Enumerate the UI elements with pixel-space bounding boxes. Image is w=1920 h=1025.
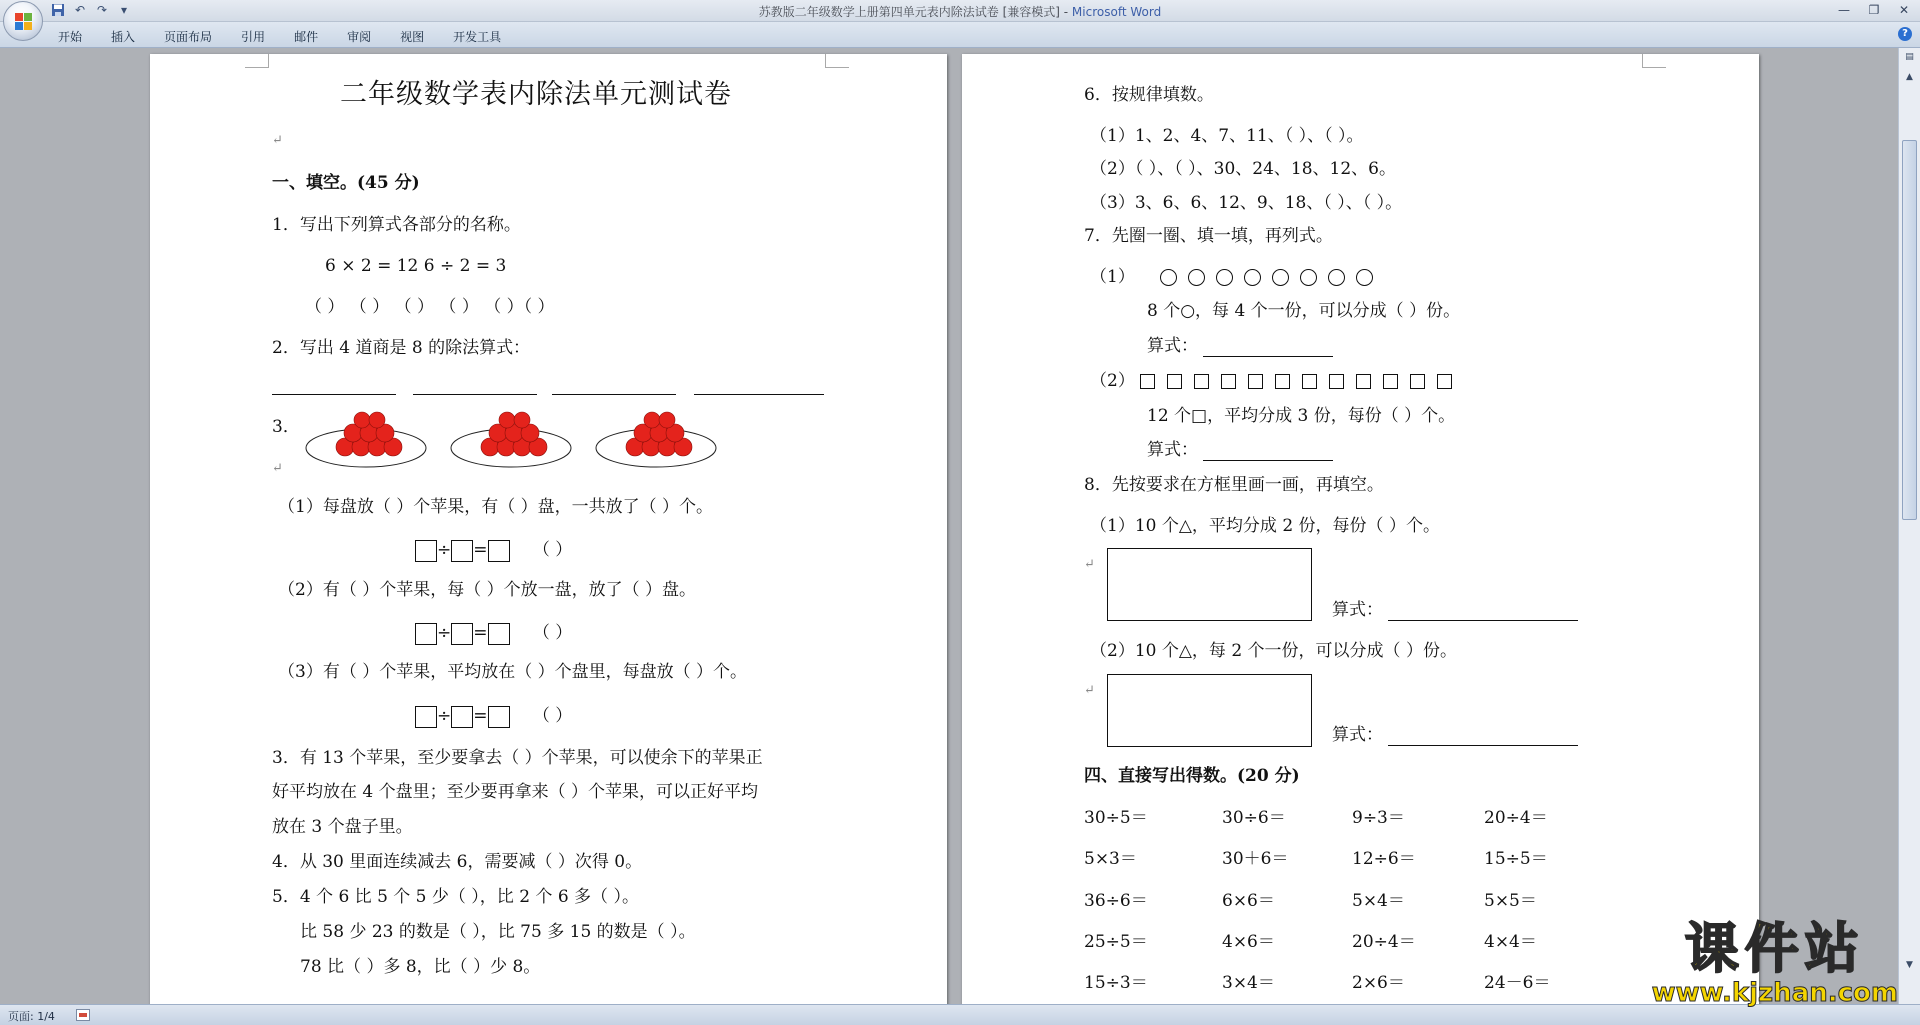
document-heading: 二年级数学表内除法单元测试卷 — [340, 79, 732, 110]
division-equation-boxes: ÷ = （ ） — [415, 705, 572, 728]
question-4-line-2: 好平均放在 4 个盘里；至少要再拿来（ ）个苹果，可以正好平均 — [272, 782, 759, 802]
question-6-2: （2）（ ）、（ ）、30、24、18、12、6。 — [1090, 159, 1396, 179]
calc-item: 15÷3＝ — [1084, 973, 1148, 993]
watermark-logo — [1652, 919, 1898, 1007]
answer-line — [413, 394, 537, 395]
question-6-3: （3）3、6、6、12、9、18、（ ）、（ ）。 — [1090, 193, 1403, 213]
calc-item: 15÷5＝ — [1484, 849, 1548, 869]
circle-icon — [1272, 269, 1289, 286]
document-title: 苏教版二年级数学上册第四单元表内除法试卷 [兼容模式] - — [758, 5, 1072, 19]
question-6-line-1: 5．4 个 6 比 5 个 5 少（ ），比 2 个 6 多（ ）。 — [272, 887, 639, 907]
square-icon — [1275, 374, 1290, 389]
ruler-toggle-icon[interactable]: ▤ — [1905, 52, 1914, 62]
question-4-line-3: 放在 3 个盘子里。 — [272, 817, 413, 837]
calc-item: 30＋6＝ — [1222, 849, 1289, 869]
apple-plate-image — [450, 428, 572, 474]
tab-insert[interactable]: 插入 — [111, 30, 136, 44]
crop-mark — [1642, 54, 1666, 68]
question-3-3: （3）有（ ）个苹果，平均放在（ ）个盘里，每盘放（ ）个。 — [278, 662, 748, 682]
calc-item: 3×4＝ — [1222, 973, 1275, 993]
formula-label: 算式： — [1332, 725, 1383, 745]
paragraph-mark: ↵ — [1084, 683, 1095, 698]
circle-row — [1160, 267, 1384, 287]
apple-plate-image — [595, 428, 717, 474]
question-7-1-text: 8 个○，每 4 个一份，可以分成（ ）份。 — [1147, 301, 1461, 321]
answer-line — [1203, 356, 1333, 357]
watermark-title: 课件站 — [1684, 917, 1865, 980]
square-icon — [1167, 374, 1182, 389]
question-6-line-2: 比 58 少 23 的数是（ ），比 75 多 15 的数是（ ）。 — [300, 922, 696, 942]
scrollbar-thumb[interactable] — [1902, 140, 1917, 520]
question-5: 4．从 30 里面连续减去 6，需要减（ ）次得 0。 — [272, 852, 643, 872]
square-icon — [1248, 374, 1263, 389]
document-page-1[interactable] — [150, 54, 947, 1004]
answer-line — [694, 394, 824, 395]
tab-developer[interactable]: 开发工具 — [453, 30, 502, 44]
scroll-down-icon[interactable]: ▼ — [1906, 960, 1913, 970]
square-icon — [1410, 374, 1425, 389]
tab-page-layout[interactable]: 页面布局 — [164, 30, 213, 44]
calc-item: 5×4＝ — [1352, 891, 1405, 911]
ribbon-tabs — [58, 28, 530, 45]
formula-label: 算式： — [1147, 440, 1198, 460]
answer-box[interactable] — [451, 540, 473, 562]
question-6-1: （1）1、2、4、7、11、（ ）、（ ）。 — [1090, 126, 1364, 146]
calc-item: 12÷6＝ — [1352, 849, 1416, 869]
square-icon — [1437, 374, 1452, 389]
answer-box[interactable] — [488, 706, 510, 728]
apple-plate-image — [305, 428, 427, 474]
circle-icon — [1356, 269, 1373, 286]
square-icon — [1140, 374, 1155, 389]
division-equation-boxes: ÷ = （ ） — [415, 622, 572, 645]
calc-item: 4×4＝ — [1484, 932, 1537, 952]
answer-box[interactable] — [488, 540, 510, 562]
proofing-icon[interactable] — [76, 1009, 90, 1021]
page-count[interactable]: 页面: 1/4 — [8, 1010, 55, 1023]
calc-item: 20÷4＝ — [1352, 932, 1416, 952]
answer-line — [552, 394, 676, 395]
answer-line — [1203, 460, 1333, 461]
square-icon — [1194, 374, 1209, 389]
square-row — [1140, 371, 1464, 391]
paragraph-mark: ↵ — [272, 461, 283, 476]
square-icon — [1356, 374, 1371, 389]
circle-icon — [1328, 269, 1345, 286]
circle-icon — [1244, 269, 1261, 286]
customize-qat-icon[interactable]: ▾ — [120, 3, 128, 17]
question-3-1: （1）每盘放（ ）个苹果，有（ ）盘，一共放了（ ）个。 — [278, 497, 714, 517]
section-heading-fill-blanks: 一、填空。(45 分) — [272, 173, 420, 193]
question-1: 1．写出下列算式各部分的名称。 — [272, 215, 521, 235]
section-heading-mental-math: 四、直接写出得数。(20 分) — [1084, 766, 1300, 786]
drawing-box[interactable] — [1107, 548, 1312, 621]
question-8: 8．先按要求在方框里画一画，再填空。 — [1084, 475, 1384, 495]
calc-item: 30÷6＝ — [1222, 808, 1286, 828]
square-icon — [1329, 374, 1344, 389]
circle-icon — [1160, 269, 1177, 286]
vertical-scrollbar[interactable] — [1898, 48, 1920, 1004]
question-1-blanks: （ ） （ ） （ ） （ ） （ ）（ ） — [305, 297, 555, 317]
ribbon — [0, 22, 1920, 48]
calc-item: 2×6＝ — [1352, 973, 1405, 993]
question-7-1-label: （1） — [1090, 266, 1384, 288]
app-name: Microsoft Word — [1071, 5, 1162, 19]
calc-item: 25÷5＝ — [1084, 932, 1148, 952]
redo-icon[interactable]: ↷ — [96, 3, 108, 17]
question-6-line-3: 78 比（ ）多 8，比（ ）少 8。 — [300, 957, 541, 977]
calc-item: 9÷3＝ — [1352, 808, 1405, 828]
calc-item: 20÷4＝ — [1484, 808, 1548, 828]
calc-item: 6×6＝ — [1222, 891, 1275, 911]
title-bar — [0, 0, 1920, 22]
crop-mark — [825, 54, 849, 68]
question-7-2-text: 12 个□，平均分成 3 份，每份（ ）个。 — [1147, 406, 1456, 426]
answer-box[interactable] — [415, 623, 437, 645]
answer-box[interactable] — [451, 623, 473, 645]
question-3-2: （2）有（ ）个苹果，每（ ）个放一盘，放了（ ）盘。 — [278, 580, 697, 600]
calc-item: 5×5＝ — [1484, 891, 1537, 911]
square-icon — [1302, 374, 1317, 389]
calc-item: 24－6＝ — [1484, 973, 1551, 993]
circle-icon — [1216, 269, 1233, 286]
paragraph-mark: ↵ — [272, 133, 283, 148]
question-3-label: 3． — [272, 417, 300, 437]
paragraph-mark: ↵ — [1084, 557, 1095, 572]
division-equation-boxes: ÷ = （ ） — [415, 539, 572, 562]
square-icon — [1383, 374, 1398, 389]
question-1-equations: 6 × 2 = 12 6 ÷ 2 = 3 — [325, 256, 507, 276]
calc-item: 5×3＝ — [1084, 849, 1137, 869]
circle-icon — [1188, 269, 1205, 286]
question-4-line-1: 3．有 13 个苹果，至少要拿去（ ）个苹果，可以使余下的苹果正 — [272, 748, 763, 768]
calc-item: 4×6＝ — [1222, 932, 1275, 952]
question-8-2: （2）10 个△，每 2 个一份，可以分成（ ）份。 — [1090, 641, 1457, 661]
drawing-box[interactable] — [1107, 674, 1312, 747]
answer-box[interactable] — [415, 540, 437, 562]
question-6: 6．按规律填数。 — [1084, 85, 1214, 105]
formula-label: 算式： — [1147, 336, 1198, 356]
square-icon — [1221, 374, 1236, 389]
window-title — [0, 3, 1920, 20]
tab-view[interactable]: 视图 — [400, 30, 425, 44]
minimize-icon[interactable]: — — [1838, 3, 1850, 17]
document-page-2[interactable] — [962, 54, 1759, 1004]
close-icon[interactable]: ✕ — [1898, 3, 1910, 17]
question-7-2-label: （2） — [1090, 370, 1464, 392]
tab-home[interactable]: 开始 — [58, 30, 83, 44]
answer-box[interactable] — [451, 706, 473, 728]
tab-mailings[interactable]: 邮件 — [294, 30, 319, 44]
office-button[interactable] — [3, 1, 43, 41]
answer-box[interactable] — [415, 706, 437, 728]
formula-label: 算式： — [1332, 600, 1383, 620]
question-2: 2．写出 4 道商是 8 的除法算式： — [272, 338, 531, 358]
document-workspace[interactable] — [0, 48, 1898, 1004]
question-8-1: （1）10 个△，平均分成 2 份，每份（ ）个。 — [1090, 516, 1440, 536]
circle-icon — [1300, 269, 1317, 286]
calc-item: 30÷5＝ — [1084, 808, 1148, 828]
answer-line — [272, 394, 396, 395]
window-controls — [1834, 1, 1914, 19]
question-7: 7．先圈一圈、填一填，再列式。 — [1084, 226, 1333, 246]
answer-line — [1388, 620, 1578, 621]
answer-box[interactable] — [488, 623, 510, 645]
scroll-up-icon[interactable]: ▲ — [1906, 72, 1913, 82]
status-bar — [0, 1004, 1920, 1025]
office-logo-icon — [15, 13, 33, 31]
tab-review[interactable]: 审阅 — [347, 30, 372, 44]
calc-item: 36÷6＝ — [1084, 891, 1148, 911]
maximize-icon[interactable]: ❐ — [1868, 3, 1880, 17]
crop-mark — [245, 54, 269, 68]
help-icon[interactable]: ? — [1898, 27, 1912, 41]
undo-icon[interactable]: ↶ — [74, 3, 86, 17]
tab-references[interactable]: 引用 — [241, 30, 266, 44]
answer-line — [1388, 745, 1578, 746]
watermark-url: www.kjzhan.com — [1651, 978, 1898, 1008]
